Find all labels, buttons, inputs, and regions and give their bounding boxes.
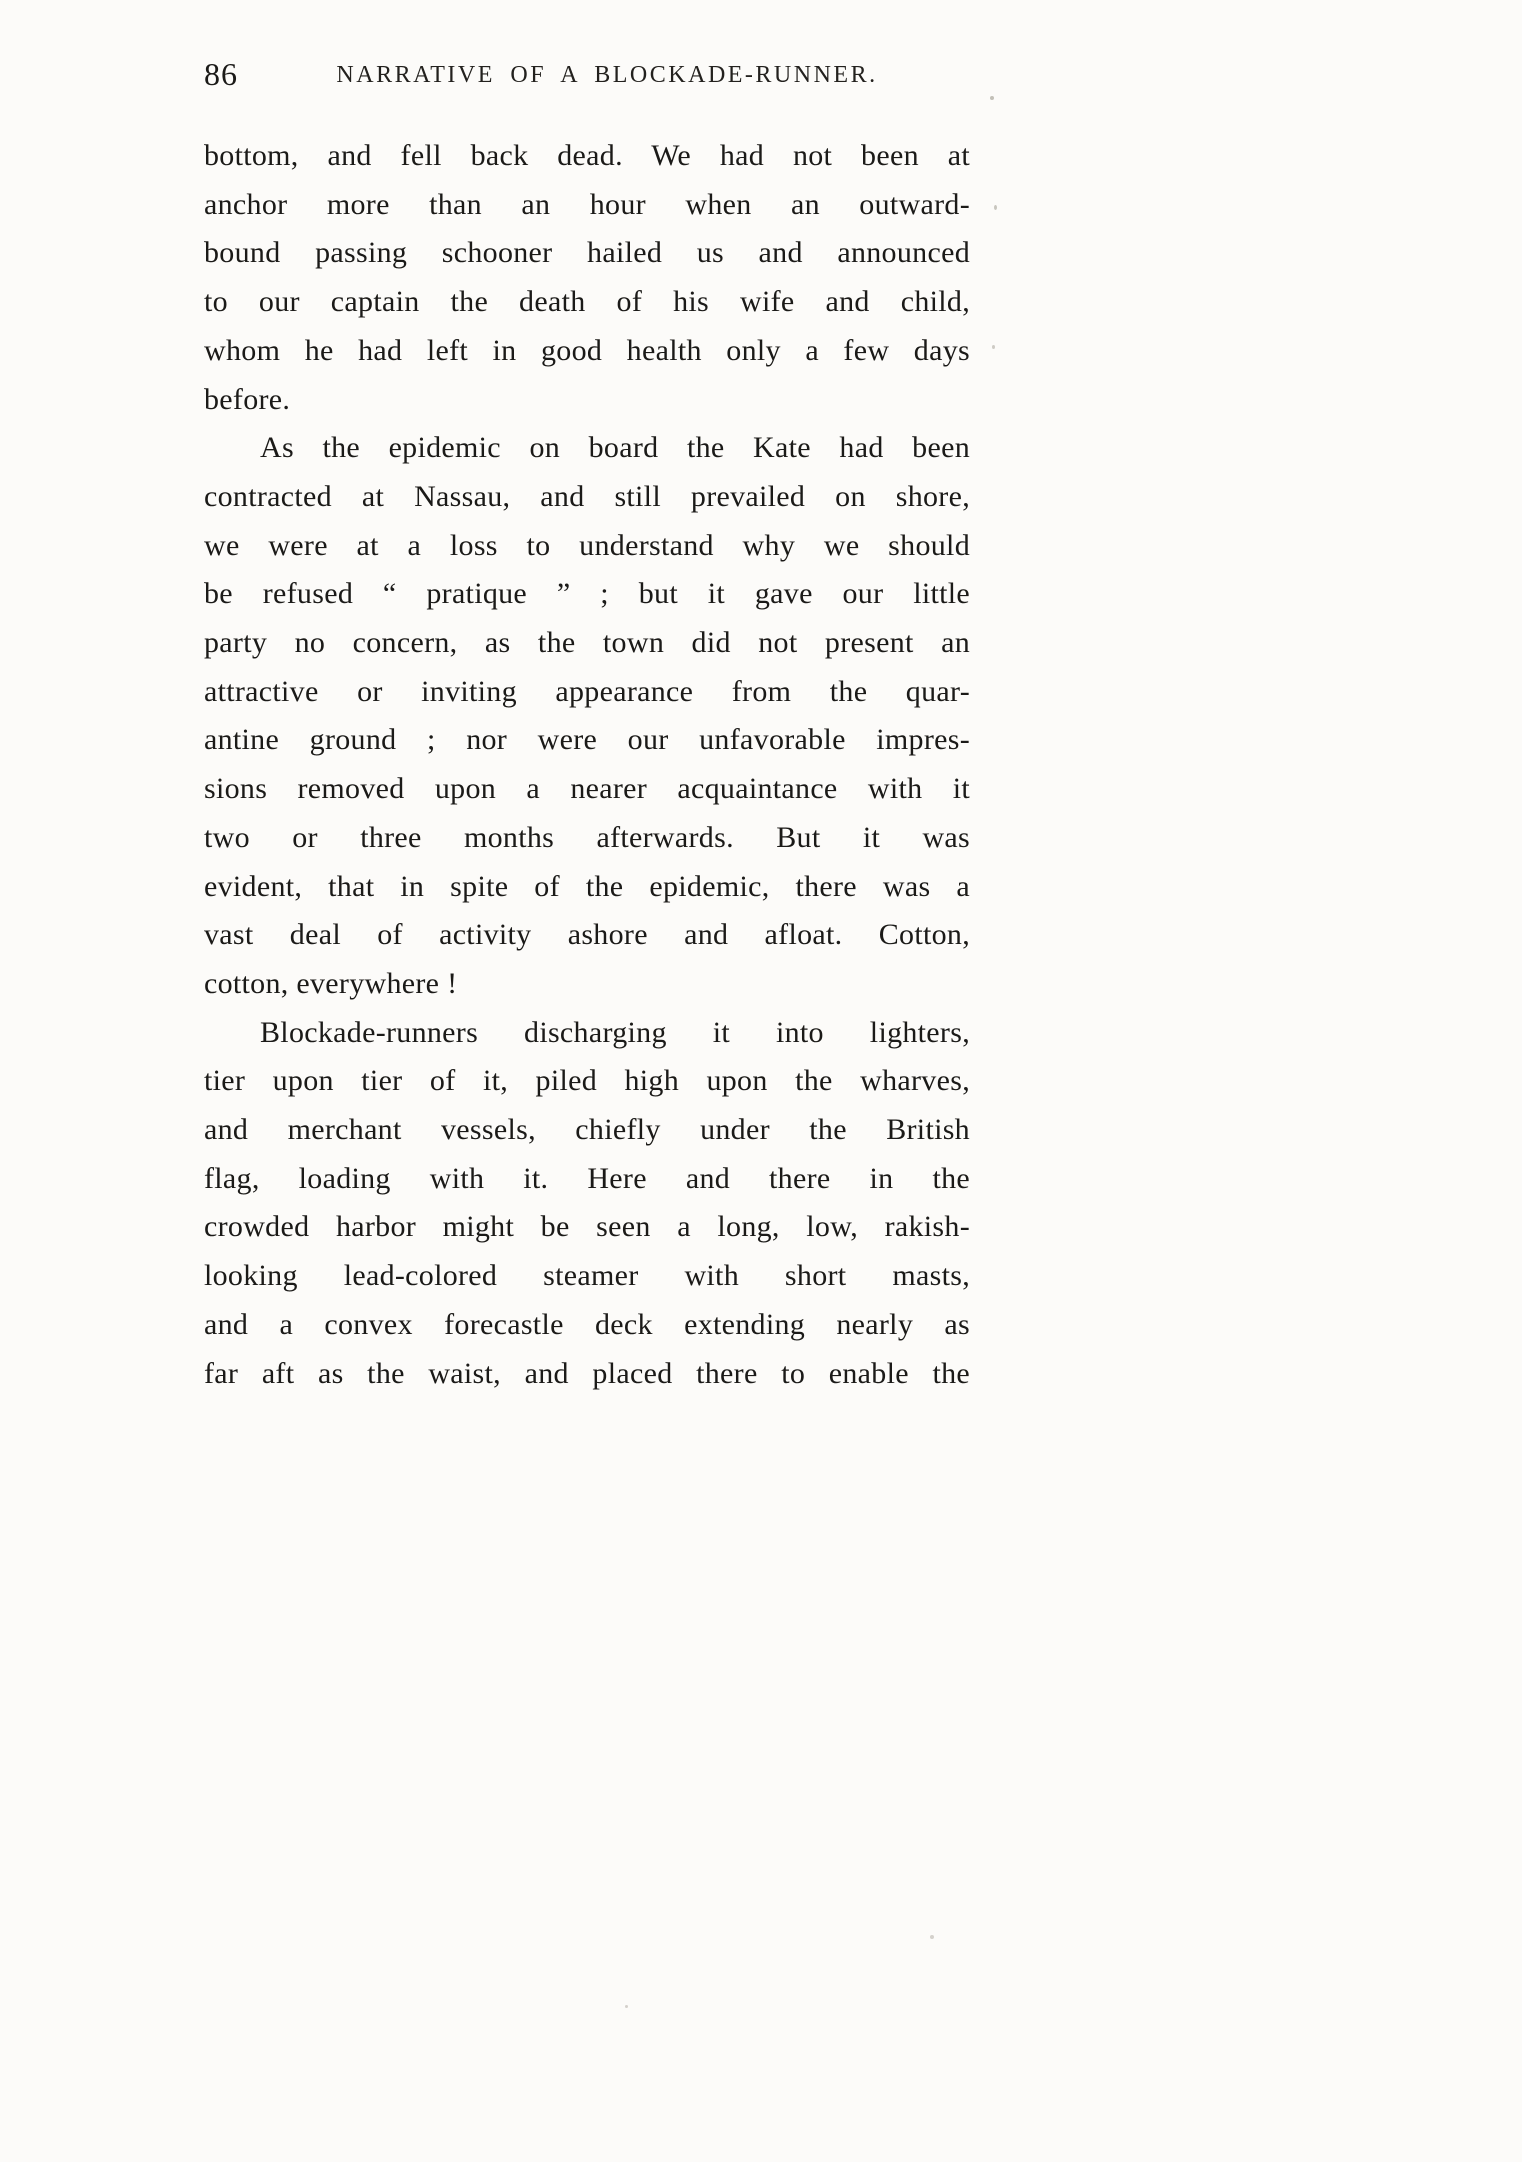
paragraph (204, 132, 970, 424)
text-line: cotton, everywhere ! (204, 966, 458, 1000)
text-line: we were at a loss to understand why we should (204, 528, 970, 562)
text-line: attractive or inviting appearance from the quar- (204, 674, 970, 708)
text-line: Blockade-runners discharging it into lighters, (260, 1015, 970, 1049)
text-line: to our captain the death of his wife and child, (204, 285, 970, 319)
text-line: contracted at Nassau, and still prevailed on shore, (204, 479, 970, 513)
text-line: looking lead-colored steamer with short masts, (204, 1259, 970, 1293)
text-line: sions removed upon a nearer acquaintance with it (204, 772, 970, 806)
text-line: tier upon tier of it, piled high upon the wharves, (204, 1064, 970, 1098)
page-body (204, 132, 970, 1398)
page-header (204, 56, 970, 98)
text-line: far aft as the waist, and placed there to enable the (204, 1356, 970, 1390)
page-number: 86 (204, 56, 238, 92)
text-line: be refused “ pratique ” ; but it gave our little (204, 577, 970, 611)
text-line: anchor more than an hour when an outward- (204, 187, 970, 221)
scan-artifact (930, 1935, 934, 1939)
text-line: vast deal of activity ashore and afloat. Cotton, (204, 918, 970, 952)
text-line: whom he had left in good health only a few days (204, 333, 970, 367)
text-line: antine ground ; nor were our unfavorable impres- (204, 723, 970, 757)
text-line: and merchant vessels, chiefly under the British (204, 1113, 970, 1147)
text-line: bottom, and fell back dead. We had not been at (204, 139, 970, 172)
text-line: before. (204, 382, 291, 416)
scan-artifact (625, 2005, 628, 2008)
scan-artifact (994, 205, 997, 210)
text-line: As the epidemic on board the Kate had been (260, 431, 970, 465)
text-line: two or three months afterwards. But it was (204, 820, 970, 854)
text-line: crowded harbor might be seen a long, low, rakish- (204, 1210, 970, 1244)
text-line: flag, loading with it. Here and there in the (204, 1161, 970, 1195)
text-line: bound passing schooner hailed us and announced (204, 236, 970, 270)
text-line: party no concern, as the town did not present an (204, 626, 970, 660)
scan-artifact (990, 96, 994, 100)
running-title: NARRATIVE OF A BLOCKADE-RUNNER. (336, 62, 878, 88)
scan-artifact (992, 345, 995, 349)
text-line: evident, that in spite of the epidemic, there was a (204, 869, 970, 903)
paragraph (204, 424, 970, 1008)
paragraph (204, 1009, 970, 1399)
text-line: and a convex forecastle deck extending nearly as (204, 1307, 970, 1341)
